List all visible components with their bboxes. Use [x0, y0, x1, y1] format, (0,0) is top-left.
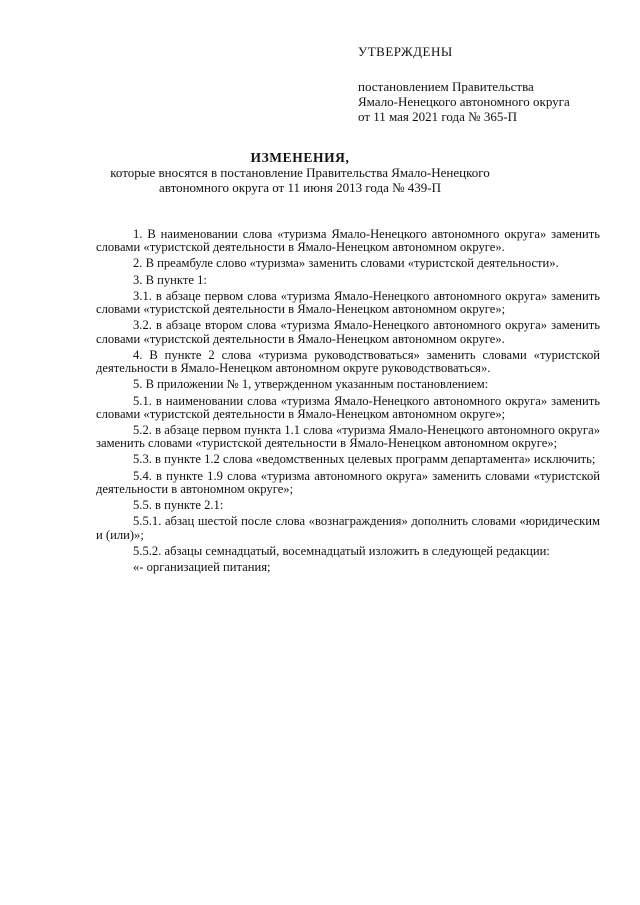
document-body	[96, 228, 600, 577]
paragraph-4: 4. В пункте 2 слова «туризма руководствоваться» заменить словами «туристской деятельности в Ямало-Ненецком автономном округе руководствоваться».	[96, 347, 600, 376]
approval-title: УТВЕРЖДЕНЫ	[358, 44, 453, 59]
paragraph-5-4: 5.4. в пункте 1.9 слова «туризма автономного округа» заменить словами «туристской деятельности в автономном округе»;	[96, 468, 600, 496]
paragraph-3-2: 3.2. в абзаце втором слова «туризма Ямало-Ненецкого автономного округа» заменить словами «туристской деятельности в Ямало-Ненецком автономном округе».	[96, 318, 600, 346]
paragraph-5-3: 5.3. в пункте 1.2 слова «ведомственных целевых программ департамента» исключить;	[133, 452, 596, 467]
approval-line-3: от 11 мая 2021 года № 365-П	[358, 109, 518, 124]
paragraph-5-2: 5.2. в абзаце первом пункта 1.1 слова «туризма Ямало-Ненецкого автономного округа» заменить словами «туристской деятельности в Ямало-Ненецком автономном округе»;	[96, 422, 600, 451]
paragraph-2: 2. В преамбуле слово «туризма» заменить словами «туристской деятельности».	[133, 256, 559, 271]
document-subtitle-line-1: которые вносятся в постановление Правительства Ямало-Ненецкого	[110, 165, 490, 180]
approval-line-2: Ямало-Ненецкого автономного округа	[358, 94, 570, 109]
paragraph-1: 1. В наименовании слова «туризма Ямало-Ненецкого автономного округа» заменить словами «туристской деятельности в Ямало-Ненецком автономном округе».	[96, 227, 600, 255]
paragraph-5-5-1: 5.5.1. абзац шестой после слова «вознаграждения» дополнить словами «юридическим и (или)»;	[96, 514, 600, 542]
paragraph-3: 3. В пункте 1:	[133, 272, 207, 287]
paragraph-quote-start: «- организацией питания;	[133, 560, 271, 574]
document-subtitle-line-2: автономного округа от 11 июня 2013 года № 439-П	[158, 180, 441, 195]
approval-line-1: постановлением Правительства	[358, 79, 534, 94]
document-heading	[100, 150, 500, 195]
paragraph-3-1: 3.1. в абзаце первом слова «туризма Ямало-Ненецкого автономного округа» заменить словами «туристской деятельности в Ямало-Ненецком автономном округе»;	[96, 288, 600, 317]
paragraph-5-5-2: 5.5.2. абзацы семнадцатый, восемнадцатый изложить в следующей редакции:	[133, 543, 550, 558]
paragraph-5-5: 5.5. в пункте 2.1:	[133, 498, 224, 513]
approval-block	[358, 44, 618, 124]
paragraph-5-1: 5.1. в наименовании слова «туризма Ямало-Ненецкого автономного округа» заменить словами «туристской деятельности в Ямало-Ненецком автономном округе»;	[96, 393, 600, 421]
paragraph-5: 5. В приложении № 1, утвержденном указанным постановлением:	[133, 377, 489, 392]
document-title: ИЗМЕНЕНИЯ,	[250, 150, 350, 165]
